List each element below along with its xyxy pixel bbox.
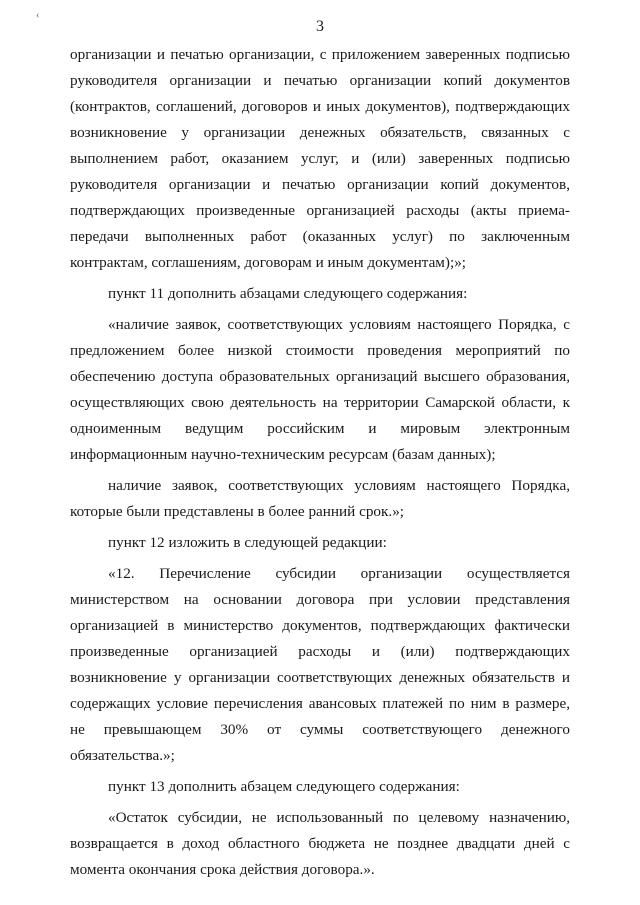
paragraph-item-12-text: «12. Перечисление субсидии организации осуществляется министерством на основании договора при условии представления организацией в министерство документов, подтверждающих фактически произведенные организацией расходы и (или) подтверждающих возникновение у организации соответствующих денежных обязательств и содержащих условие перечисления авансовых платежей по ним в размере, не превышающем 30% от суммы соответствующего денежного обязательства.»; [70,565,570,764]
paragraph-item-11-addition-1: «наличие заявок, соответствующих условиям настоящего Порядка, с предложением более низкой стоимости проведения мероприятий по обеспечению доступа образовательных организаций высшего образования, осуществляющих свою деятельность на территории Самарской области, к одноименным ведущим российским и мировым электронным информационным научно-техническим ресурсам (базам данных); [70,316,570,463]
document-body [70,42,570,883]
page-number: 3 [316,18,324,35]
paragraph-item-11-addition-2: наличие заявок, соответствующих условиям настоящего Порядка, которые были представлены в более ранний срок.»; [70,477,570,520]
paragraph-continuation: организации и печатью организации, с приложением заверенных подписью руководителя организации и печатью организации копий документов (контрактов, соглашений, договоров и иных документов), подтверждающих возникновение у организации денежных обязательств, связанных с выполнением работ, оказанием услуг, и (или) заверенных подписью руководителя организации и печатью организации копий документов, подтверждающих произведенные организацией расходы (акты приема-передачи выполненных работ (оказанных услуг) по заключенным контрактам, соглашениям, договорам и иным документам);»; [70,46,570,271]
paragraph-item-13-text: «Остаток субсидии, не использованный по целевому назначению, возвращается в доход областного бюджета не позднее двадцати дней с момента окончания срока действия договора.». [70,809,570,878]
paragraph-item-13-instruction: пункт 13 дополнить абзацем следующего содержания: [108,778,460,795]
paragraph-item-11-instruction: пункт 11 дополнить абзацами следующего содержания: [108,285,468,302]
scan-mark: ‹ [36,10,40,21]
paragraph-item-12-instruction: пункт 12 изложить в следующей редакции: [108,534,387,551]
